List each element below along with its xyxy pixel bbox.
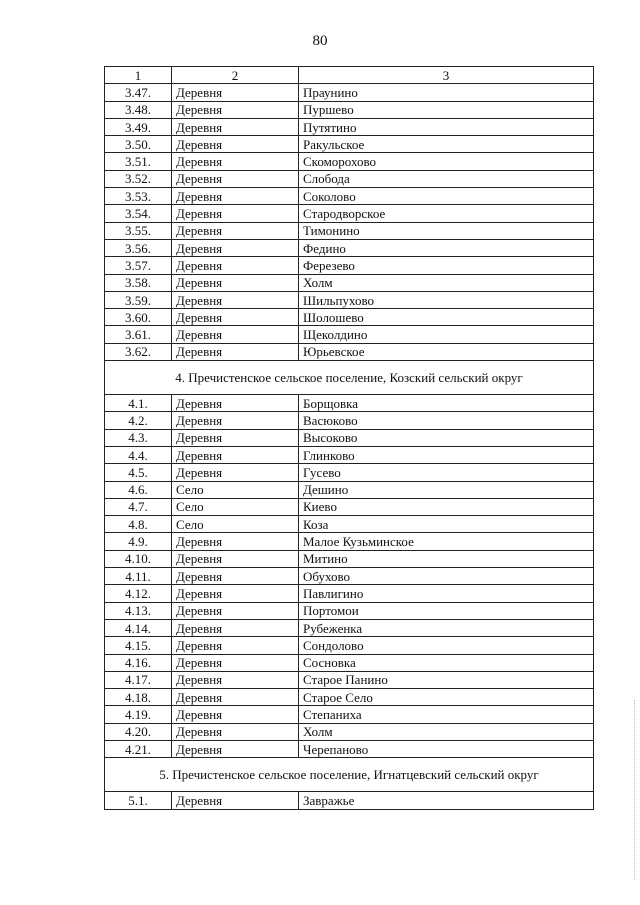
column-header-2: 2: [172, 67, 299, 84]
settlement-type: Деревня: [172, 464, 299, 481]
settlement-type: Деревня: [172, 118, 299, 135]
settlement-type: Деревня: [172, 706, 299, 723]
table-row: [105, 585, 594, 602]
section-5-title-row: [105, 758, 594, 792]
settlement-name: Ракульское: [299, 136, 594, 153]
settlement-type: Деревня: [172, 239, 299, 256]
table-row: [105, 464, 594, 481]
row-number: 4.15.: [105, 637, 172, 654]
settlement-type: Деревня: [172, 395, 299, 412]
table-row: [105, 481, 594, 498]
row-number: 4.21.: [105, 740, 172, 757]
settlement-type: Деревня: [172, 568, 299, 585]
table-row: [105, 274, 594, 291]
settlement-name: Дешино: [299, 481, 594, 498]
table-row: [105, 689, 594, 706]
settlement-name: Портомои: [299, 602, 594, 619]
row-number: 3.54.: [105, 205, 172, 222]
table-row: [105, 568, 594, 585]
table-row: [105, 188, 594, 205]
table-row: [105, 118, 594, 135]
settlement-name: Щеколдино: [299, 326, 594, 343]
row-number: 4.19.: [105, 706, 172, 723]
table-row: [105, 706, 594, 723]
table-row: [105, 498, 594, 515]
section-4-title-row: [105, 361, 594, 395]
settlement-name: Митино: [299, 550, 594, 567]
row-number: 3.48.: [105, 101, 172, 118]
settlement-type: Деревня: [172, 291, 299, 308]
column-header-1: 1: [105, 67, 172, 84]
table-row: [105, 395, 594, 412]
column-header-3: 3: [299, 67, 594, 84]
section-4-title: 4. Пречистенское сельское поселение, Козский сельский округ: [105, 361, 594, 395]
row-number: 4.4.: [105, 446, 172, 463]
table-row: [105, 412, 594, 429]
settlements-table-body: [105, 67, 594, 810]
table-row: [105, 222, 594, 239]
settlement-name: Скоморохово: [299, 153, 594, 170]
row-number: 4.10.: [105, 550, 172, 567]
settlement-name: Борщовка: [299, 395, 594, 412]
table-row: [105, 550, 594, 567]
row-number: 3.50.: [105, 136, 172, 153]
settlement-name: Ферезево: [299, 257, 594, 274]
settlement-name: Степаниха: [299, 706, 594, 723]
table-row: [105, 654, 594, 671]
settlement-name: Высоково: [299, 429, 594, 446]
settlement-type: Деревня: [172, 654, 299, 671]
settlement-type: Деревня: [172, 101, 299, 118]
settlement-type: Деревня: [172, 792, 299, 809]
table-row: [105, 153, 594, 170]
settlement-name: Старое Панино: [299, 671, 594, 688]
settlement-name: Рубеженка: [299, 619, 594, 636]
settlement-type: Деревня: [172, 412, 299, 429]
table-row: [105, 619, 594, 636]
table-row: [105, 205, 594, 222]
table-row: [105, 343, 594, 360]
row-number: 3.58.: [105, 274, 172, 291]
table-row: [105, 101, 594, 118]
settlement-type: Деревня: [172, 274, 299, 291]
settlement-name: Васюково: [299, 412, 594, 429]
row-number: 4.16.: [105, 654, 172, 671]
table-row: [105, 533, 594, 550]
settlement-name: Гусево: [299, 464, 594, 481]
table-row: [105, 516, 594, 533]
settlement-type: Деревня: [172, 188, 299, 205]
row-number: 3.57.: [105, 257, 172, 274]
row-number: 4.2.: [105, 412, 172, 429]
settlement-name: Шильпухово: [299, 291, 594, 308]
row-number: 3.60.: [105, 309, 172, 326]
settlement-name: Стародворское: [299, 205, 594, 222]
settlement-name: Холм: [299, 723, 594, 740]
settlement-type: Деревня: [172, 689, 299, 706]
settlement-name: Федино: [299, 239, 594, 256]
row-number: 3.56.: [105, 239, 172, 256]
table-row: [105, 637, 594, 654]
settlements-table: [104, 66, 594, 810]
row-number: 4.1.: [105, 395, 172, 412]
table-row: [105, 326, 594, 343]
row-number: 4.12.: [105, 585, 172, 602]
row-number: 3.49.: [105, 118, 172, 135]
settlement-name: Пуршево: [299, 101, 594, 118]
table-header-row: [105, 67, 594, 84]
section-5-title: 5. Пречистенское сельское поселение, Игнатцевский сельский округ: [105, 758, 594, 792]
settlement-name: Малое Кузьминское: [299, 533, 594, 550]
settlement-name: Сондолово: [299, 637, 594, 654]
settlement-type: Деревня: [172, 309, 299, 326]
settlement-name: Шолошево: [299, 309, 594, 326]
table-row: [105, 429, 594, 446]
table-row: [105, 136, 594, 153]
row-number: 3.55.: [105, 222, 172, 239]
settlement-type: Деревня: [172, 326, 299, 343]
row-number: 4.17.: [105, 671, 172, 688]
settlement-name: Холм: [299, 274, 594, 291]
row-number: 4.3.: [105, 429, 172, 446]
settlement-type: Деревня: [172, 84, 299, 101]
row-number: 4.5.: [105, 464, 172, 481]
settlement-name: Праунино: [299, 84, 594, 101]
settlement-type: Деревня: [172, 446, 299, 463]
table-row: [105, 84, 594, 101]
row-number: 4.7.: [105, 498, 172, 515]
table-row: [105, 170, 594, 187]
settlement-type: Деревня: [172, 343, 299, 360]
settlement-name: Киево: [299, 498, 594, 515]
settlement-type: Деревня: [172, 153, 299, 170]
settlement-type: Деревня: [172, 222, 299, 239]
table-row: [105, 257, 594, 274]
settlement-type: Деревня: [172, 585, 299, 602]
settlement-type: Деревня: [172, 429, 299, 446]
row-number: 3.47.: [105, 84, 172, 101]
row-number: 3.51.: [105, 153, 172, 170]
table-row: [105, 239, 594, 256]
settlement-name: Сосновка: [299, 654, 594, 671]
settlement-name: Обухово: [299, 568, 594, 585]
row-number: 4.11.: [105, 568, 172, 585]
settlement-type: Деревня: [172, 205, 299, 222]
settlement-type: Село: [172, 498, 299, 515]
page-number: 80: [312, 33, 328, 49]
settlement-type: Село: [172, 481, 299, 498]
settlement-type: Деревня: [172, 723, 299, 740]
row-number: 4.9.: [105, 533, 172, 550]
table-row: [105, 446, 594, 463]
settlement-name: Тимонино: [299, 222, 594, 239]
table-row: [105, 723, 594, 740]
table-row: [105, 792, 594, 809]
row-number: 4.6.: [105, 481, 172, 498]
settlement-name: Завражье: [299, 792, 594, 809]
settlement-name: Старое Село: [299, 689, 594, 706]
settlement-name: Соколово: [299, 188, 594, 205]
settlement-type: Деревня: [172, 257, 299, 274]
settlement-type: Деревня: [172, 619, 299, 636]
settlement-name: Черепаново: [299, 740, 594, 757]
row-number: 3.61.: [105, 326, 172, 343]
settlement-type: Деревня: [172, 170, 299, 187]
settlement-name: Коза: [299, 516, 594, 533]
settlement-type: Деревня: [172, 637, 299, 654]
row-number: 3.59.: [105, 291, 172, 308]
table-row: [105, 671, 594, 688]
settlement-type: Деревня: [172, 533, 299, 550]
settlement-type: Деревня: [172, 136, 299, 153]
settlement-type: Деревня: [172, 550, 299, 567]
row-number: 3.52.: [105, 170, 172, 187]
row-number: 4.18.: [105, 689, 172, 706]
settlement-type: Деревня: [172, 602, 299, 619]
row-number: 5.1.: [105, 792, 172, 809]
row-number: 4.14.: [105, 619, 172, 636]
table-row: [105, 740, 594, 757]
table-row: [105, 602, 594, 619]
settlement-name: Глинково: [299, 446, 594, 463]
settlement-name: Слобода: [299, 170, 594, 187]
table-row: [105, 291, 594, 308]
settlement-type: Деревня: [172, 671, 299, 688]
row-number: 3.62.: [105, 343, 172, 360]
settlement-name: Путятино: [299, 118, 594, 135]
row-number: 4.20.: [105, 723, 172, 740]
row-number: 4.8.: [105, 516, 172, 533]
table-row: [105, 309, 594, 326]
row-number: 3.53.: [105, 188, 172, 205]
settlement-name: Юрьевское: [299, 343, 594, 360]
settlement-name: Павлигино: [299, 585, 594, 602]
row-number: 4.13.: [105, 602, 172, 619]
settlement-type: Село: [172, 516, 299, 533]
settlement-type: Деревня: [172, 740, 299, 757]
scan-margin-mark: [634, 700, 636, 880]
